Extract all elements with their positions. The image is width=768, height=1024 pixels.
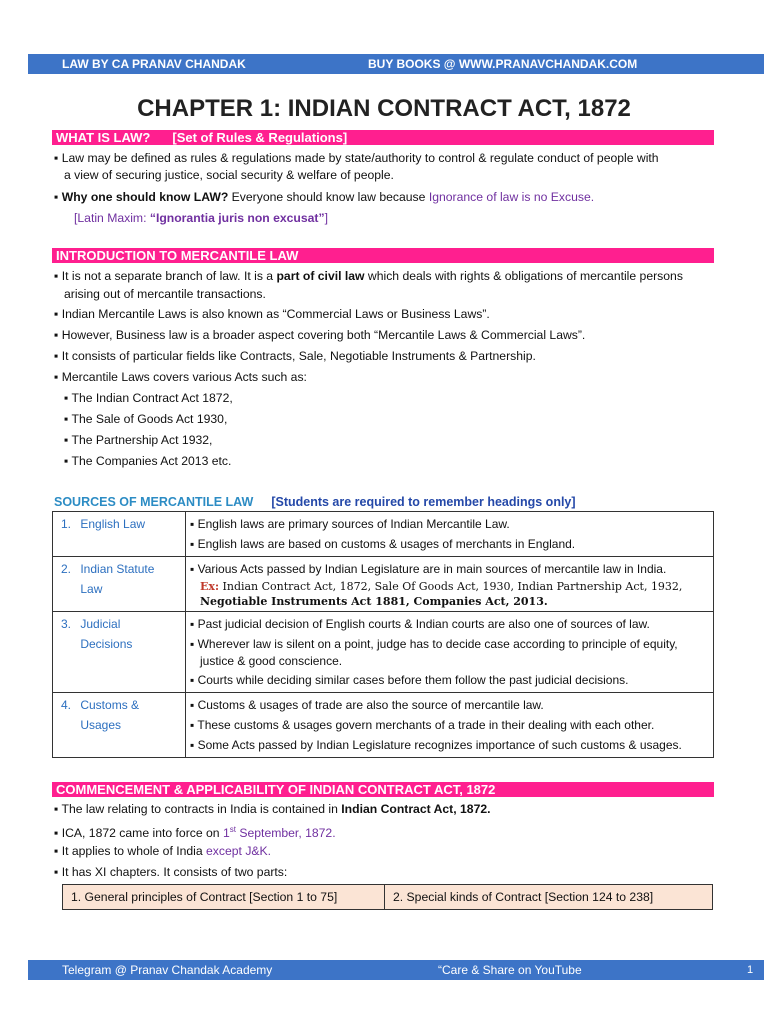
source-number: 1. (61, 517, 72, 531)
item-text: Mercantile Laws covers various Acts such as: (61, 370, 307, 384)
latin-suffix: ] (324, 211, 328, 225)
part-cell: 2. Special kinds of Contract [Section 124 to 238] (385, 885, 713, 910)
item-text: which deals with rights & obligations of mercantile persons (364, 269, 683, 283)
item-question: Why one should know LAW? (61, 190, 229, 204)
page-title: CHAPTER 1: INDIAN CONTRACT ACT, 1872 (137, 95, 631, 122)
item-text: It consists of particular fields like Contracts, Sale, Negotiable Instruments & Partnership. (61, 349, 536, 363)
item-highlight: Ignorance of law is no Excuse. (428, 190, 595, 204)
heading-text: WHAT IS LAW? (56, 130, 151, 145)
item-text: Indian Mercantile Laws is also known as “Commercial Laws or Business Laws”. (61, 307, 490, 321)
source-name-l1: Indian Statute (80, 562, 155, 576)
list-item: ▪ It applies to whole of India except J&K. (54, 844, 272, 858)
heading-note: [Students are required to remember headings only] (271, 495, 576, 509)
list-item: ▪ Why one should know LAW? Everyone should know law because Ignorance of law is no Excuse. (54, 190, 595, 204)
source-number: 3. (61, 617, 72, 631)
list-item: ▪ It has XI chapters. It consists of two parts: (54, 865, 288, 879)
list-item: ▪ ICA, 1872 came into force on 1st September, 1872. (54, 825, 336, 841)
source-number: 4. (61, 698, 72, 712)
example-text: Indian Contract Act, 1872, Sale Of Goods Act, 1930, Indian Partnership Act, 1932, (219, 580, 683, 593)
act-item: ▪ The Partnership Act 1932, (64, 433, 213, 447)
point-text: Wherever law is silent on a point, judge has to decide case according to principle of equity, (197, 637, 678, 651)
table-row (53, 612, 714, 693)
point: ▪ Customs & usages of trade are also the source of mercantile law. (190, 698, 544, 712)
source-label (53, 693, 186, 758)
source-name-l1: Customs & (80, 698, 140, 712)
date-day: 1 (222, 826, 230, 841)
latin-quote: “Ignorantia juris non excusat” (149, 211, 325, 225)
item-text: Everyone should know law because (228, 190, 429, 204)
list-item: ▪ However, Business law is a broader aspect covering both “Mercantile Laws & Commercial Laws”. (54, 328, 586, 342)
section-heading-what-is-law (52, 130, 714, 145)
act-text: The Indian Contract Act 1872, (71, 391, 233, 405)
point-text: These customs & usages govern merchants of a trade in their dealing with each other. (197, 718, 655, 732)
source-name: English Law (80, 517, 146, 531)
header-tab (736, 54, 764, 74)
act-item: ▪ The Companies Act 2013 etc. (64, 454, 232, 468)
list-item: ▪ It is not a separate branch of law. It is a part of civil law which deals with rights & obligations of mercantile persons (54, 269, 683, 283)
commencement-date (223, 826, 336, 840)
point: ▪ English laws are primary sources of Indian Mercantile Law. (190, 517, 510, 531)
item-bold: part of civil law (276, 269, 365, 283)
source-name (80, 695, 139, 735)
source-number: 2. (61, 562, 72, 576)
section-heading-introduction: INTRODUCTION TO MERCANTILE LAW (52, 248, 714, 263)
page-header (28, 54, 736, 74)
list-item: ▪ The law relating to contracts in India is contained in Indian Contract Act, 1872. (54, 802, 491, 816)
section-heading-commencement: COMMENCEMENT & APPLICABILITY OF INDIAN CONTRACT ACT, 1872 (52, 782, 714, 797)
point-text: Customs & usages of trade are also the source of mercantile law. (197, 698, 544, 712)
latin-maxim (74, 210, 328, 226)
list-item-continued: arising out of mercantile transactions. (64, 287, 266, 301)
act-text: The Sale of Goods Act 1930, (71, 412, 228, 426)
list-item: ▪ Law may be defined as rules & regulations made by state/authority to control & regulate conduct of people with (54, 151, 659, 165)
footer-mid-text: “Care & Share on YouTube (438, 963, 582, 977)
item-text: It is not a separate branch of law. It is a (61, 269, 277, 283)
date-rest: September, 1872. (235, 826, 336, 841)
table-row (53, 512, 714, 557)
point: ▪ These customs & usages govern merchants of a trade in their dealing with each other. (190, 718, 655, 732)
source-label (53, 512, 186, 557)
item-text: ICA, 1872 came into force on (61, 826, 223, 841)
heading-note: [Set of Rules & Regulations] (172, 130, 348, 145)
source-name (80, 559, 154, 599)
point: ▪ Various Acts passed by Indian Legislature are in main sources of mercantile law in India. (190, 562, 667, 576)
list-item-continued: a view of securing justice, social security & welfare of people. (64, 168, 394, 182)
part-cell: 1. General principles of Contract [Section 1 to 75] (63, 885, 385, 910)
point: ▪ Wherever law is silent on a point, judge has to decide case according to principle of equity, (190, 637, 678, 651)
list-item: ▪ It consists of particular fields like Contracts, Sale, Negotiable Instruments & Partnership. (54, 349, 536, 363)
point-text: English laws are based on customs & usages of merchants in England. (197, 537, 576, 551)
table-row (53, 557, 714, 612)
list-item: ▪ Indian Mercantile Laws is also known as “Commercial Laws or Business Laws”. (54, 307, 490, 321)
item-text: It applies to whole of India (61, 844, 207, 858)
heading-text: SOURCES OF MERCANTILE LAW (54, 495, 254, 509)
header-right-text: BUY BOOKS @ WWW.PRANAVCHANDAK.COM (368, 57, 638, 71)
source-points (186, 557, 714, 612)
point: ▪ Past judicial decision of English courts & Indian courts are also one of sources of law. (190, 617, 650, 631)
point-text: Various Acts passed by Indian Legislature are in main sources of mercantile law in India. (197, 562, 667, 576)
source-name-l2: Decisions (80, 637, 133, 651)
page-footer (28, 960, 736, 980)
source-points (186, 512, 714, 557)
item-text: Law may be defined as rules & regulations made by state/authority to control & regulate conduct of people with (61, 151, 659, 165)
point-continued: justice & good conscience. (200, 654, 343, 668)
act-text: The Partnership Act 1932, (71, 433, 213, 447)
sources-table (52, 511, 714, 758)
point: ▪ Courts while deciding similar cases before them follow the past judicial decisions. (190, 673, 629, 687)
point-text: Courts while deciding similar cases before them follow the past judicial decisions. (197, 673, 629, 687)
source-name-l1: Judicial (80, 617, 121, 631)
header-left-text: LAW BY CA PRANAV CHANDAK (62, 57, 246, 71)
source-name-l2: Law (80, 582, 103, 596)
latin-prefix: [Latin Maxim: (74, 211, 150, 225)
point-text: Some Acts passed by Indian Legislature recognizes importance of such customs & usages. (197, 738, 682, 752)
source-name (80, 614, 132, 654)
date-suffix: st (229, 825, 236, 834)
list-item: ▪ Mercantile Laws covers various Acts such as: (54, 370, 307, 384)
item-bold: Indian Contract Act, 1872. (341, 802, 491, 816)
table-row (53, 693, 714, 758)
footer-left-text: Telegram @ Pranav Chandak Academy (62, 963, 273, 977)
contract-parts-table (62, 884, 713, 910)
page-number: 1 (736, 960, 764, 980)
point: ▪ English laws are based on customs & usages of merchants in England. (190, 537, 576, 551)
item-text: It has XI chapters. It consists of two parts: (61, 865, 288, 879)
example-continued: Negotiable Instruments Act 1881, Companies Act, 2013. (200, 595, 548, 608)
source-name-l2: Usages (80, 718, 122, 732)
point-text: English laws are primary sources of Indian Mercantile Law. (197, 517, 510, 531)
source-label (53, 612, 186, 693)
act-item: ▪ The Sale of Goods Act 1930, (64, 412, 228, 426)
source-points (186, 612, 714, 693)
source-points (186, 693, 714, 758)
item-text: However, Business law is a broader aspect covering both “Mercantile Laws & Commercial Laws”. (61, 328, 586, 342)
point: ▪ Some Acts passed by Indian Legislature recognizes importance of such customs & usages. (190, 738, 682, 752)
table-row (63, 885, 713, 910)
act-text: The Companies Act 2013 etc. (71, 454, 232, 468)
example (190, 579, 709, 594)
source-label (53, 557, 186, 612)
point-text: Past judicial decision of English courts & Indian courts are also one of sources of law. (197, 617, 650, 631)
item-highlight: except J&K. (206, 844, 272, 858)
example-label: Ex: (200, 580, 220, 593)
item-text: The law relating to contracts in India is contained in (61, 802, 342, 816)
act-item: ▪ The Indian Contract Act 1872, (64, 391, 233, 405)
section-heading-sources (54, 495, 576, 509)
